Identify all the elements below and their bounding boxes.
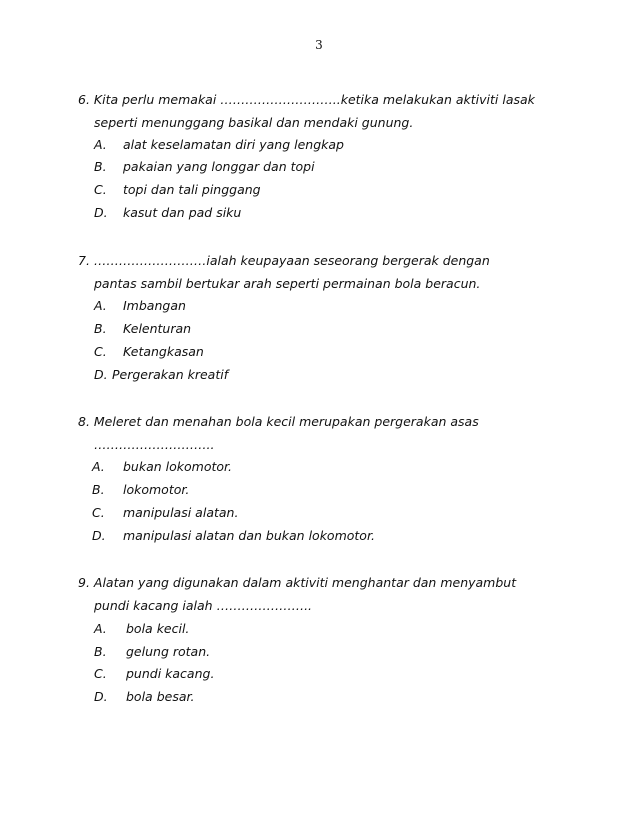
option-text: kasut dan pad siku <box>123 205 242 220</box>
option-letter: D. <box>94 205 108 220</box>
question-7-line-2: pantas sambil bertukar arah seperti permainan bola beracun. <box>94 276 481 291</box>
option-text: lokomotor. <box>123 482 190 497</box>
question-8-line-1: 8. Meleret dan menahan bola kecil merupakan pergerakan asas <box>78 414 479 429</box>
option-text: bukan lokomotor. <box>123 459 232 474</box>
option-letter: B. <box>94 159 107 174</box>
question-8-line-2: ……………………….. <box>94 437 215 452</box>
option-text: pundi kacang. <box>126 666 215 681</box>
question-9-line-1: 9. Alatan yang digunakan dalam aktiviti menghantar dan menyambut <box>78 575 517 590</box>
page-number: 3 <box>315 38 323 52</box>
option-letter: C. <box>94 666 107 681</box>
option-text: gelung rotan. <box>126 644 211 659</box>
question-6-line-2: seperti menunggang basikal dan mendaki gunung. <box>94 115 414 130</box>
question-6-line-1: 6. Kita perlu memakai ………………………..ketika melakukan aktiviti lasak <box>78 92 535 107</box>
option-letter: B. <box>92 482 105 497</box>
option-letter: D. <box>94 367 108 382</box>
option-letter: B. <box>94 321 107 336</box>
option-text: manipulasi alatan dan bukan lokomotor. <box>123 528 375 543</box>
question-9-line-2: pundi kacang ialah ………………….. <box>94 598 313 613</box>
option-letter: D. <box>94 689 108 704</box>
option-letter: A. <box>94 298 107 313</box>
option-text: topi dan tali pinggang <box>123 182 261 197</box>
option-letter: A. <box>92 459 105 474</box>
option-text: bola kecil. <box>126 621 190 636</box>
option-text: Ketangkasan <box>123 344 204 359</box>
option-text: bola besar. <box>126 689 195 704</box>
option-letter: C. <box>94 182 107 197</box>
option-letter: C. <box>92 505 105 520</box>
question-7-line-1: 7. ………………………ialah keupayaan seseorang bergerak dengan <box>78 253 490 268</box>
option-text: Pergerakan kreatif <box>112 367 229 382</box>
option-letter: D. <box>92 528 106 543</box>
option-letter: A. <box>94 621 107 636</box>
option-letter: A. <box>94 137 107 152</box>
option-text: manipulasi alatan. <box>123 505 239 520</box>
option-text: pakaian yang longgar dan topi <box>123 159 315 174</box>
option-text: Imbangan <box>123 298 186 313</box>
option-text: Kelenturan <box>123 321 192 336</box>
option-letter: B. <box>94 644 107 659</box>
option-letter: C. <box>94 344 107 359</box>
option-text: alat keselamatan diri yang lengkap <box>123 137 344 152</box>
